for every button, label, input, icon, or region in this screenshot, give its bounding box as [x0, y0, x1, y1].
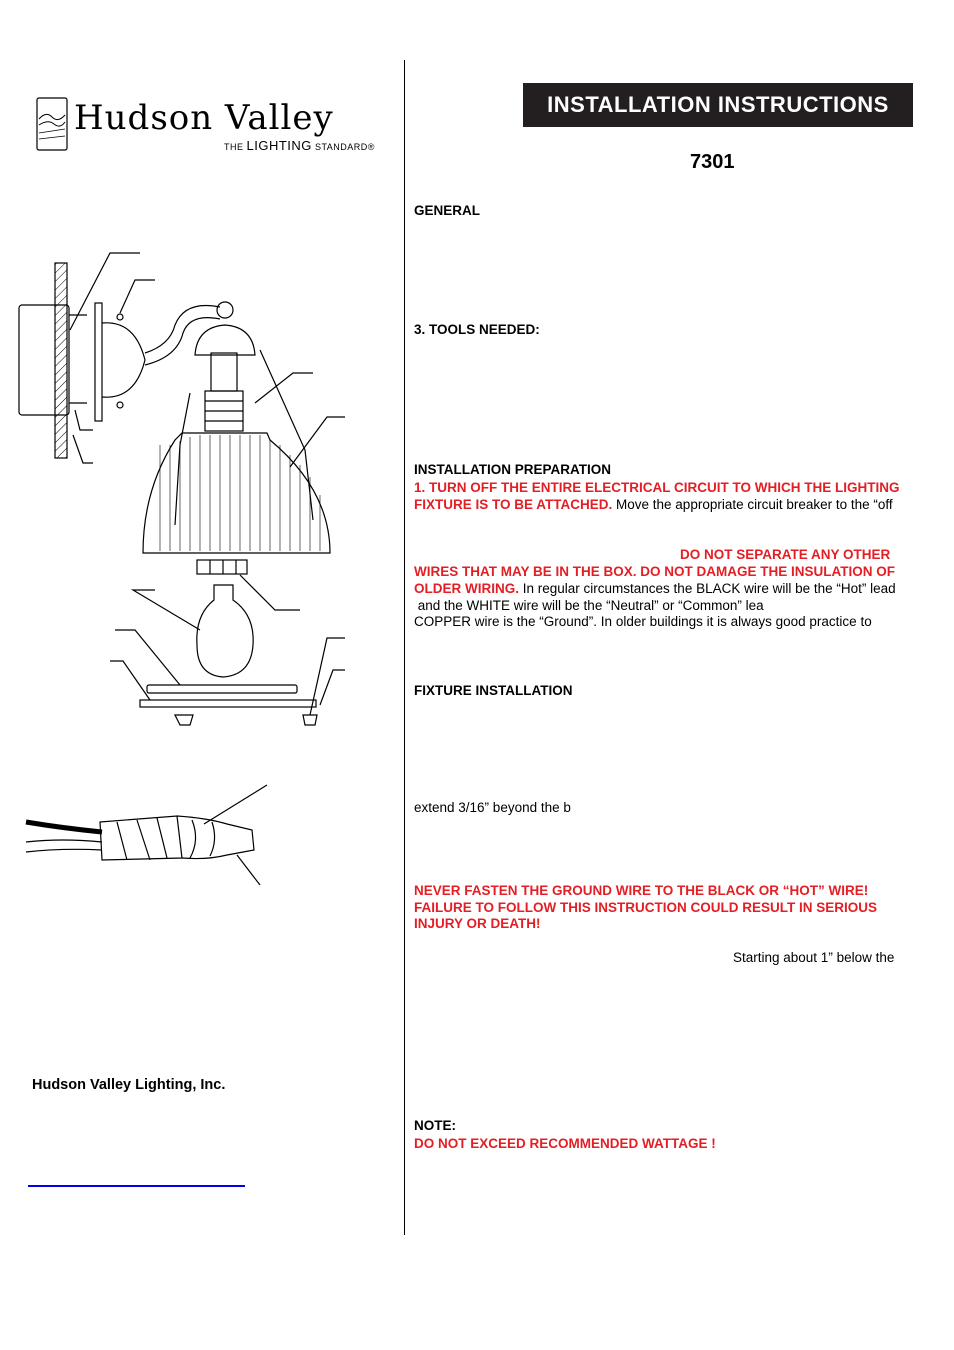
fixture-diagram	[15, 245, 360, 745]
prep-warning-line-1: 1. TURN OFF THE ENTIRE ELECTRICAL CIRCUIT TO WHICH THE LIGHTING	[414, 480, 900, 495]
prep-line-5	[414, 580, 896, 597]
heading-prep: INSTALLATION PREPARATION	[414, 462, 611, 477]
prep-text-1: Move the appropriate circuit breaker to the “off	[612, 497, 893, 512]
heading-note: NOTE:	[414, 1118, 456, 1133]
note-warning: DO NOT EXCEED RECOMMENDED WATTAGE !	[414, 1136, 716, 1151]
brand-tagline	[224, 138, 375, 153]
heading-general: GENERAL	[414, 203, 481, 218]
fixture-text-1: extend 3/16” beyond the b	[414, 800, 571, 815]
fixture-warning-2: FAILURE TO FOLLOW THIS INSTRUCTION COULD RESULT IN SERIOUS	[414, 900, 877, 915]
prep-line-2	[414, 496, 893, 513]
prep-text-2: In regular circumstances the BLACK wire will be the “Hot” lead	[519, 581, 896, 596]
heading-tools: 3. TOOLS NEEDED:	[414, 322, 540, 337]
page-title: INSTALLATION INSTRUCTIONS	[523, 83, 913, 127]
brand-name: Hudson Valley	[74, 98, 334, 138]
model-number: 7301	[690, 151, 735, 173]
prep-warning-line-4: WIRES THAT MAY BE IN THE BOX. DO NOT DAMAGE THE INSULATION OF	[414, 564, 896, 579]
prep-warning-line-3: DO NOT SEPARATE ANY OTHER	[680, 547, 891, 562]
fixture-warning-3: INJURY OR DEATH!	[414, 916, 541, 931]
logo-mark	[36, 97, 68, 151]
tagline-main: LIGHTING	[246, 138, 312, 153]
wire-connector-diagram	[22, 780, 272, 890]
tagline-suffix: STANDARD®	[314, 142, 375, 152]
prep-text-4: COPPER wire is the “Ground”. In older buildings it is always good practice to	[414, 614, 872, 629]
tagline-prefix: THE	[224, 142, 244, 152]
prep-text-3: and the WHITE wire will be the “Neutral” or “Common” lea	[414, 598, 764, 613]
fixture-warning-1: NEVER FASTEN THE GROUND WIRE TO THE BLACK OR “HOT” WIRE!	[414, 883, 869, 898]
website-link-underline[interactable]	[28, 1185, 245, 1187]
company-name: Hudson Valley Lighting, Inc.	[32, 1077, 226, 1093]
heading-fixture: FIXTURE INSTALLATION	[414, 683, 573, 698]
fixture-text-2: Starting about 1” below the	[733, 950, 895, 965]
prep-warning-line-2: FIXTURE IS TO BE ATTACHED.	[414, 497, 613, 512]
column-divider	[404, 60, 405, 1235]
prep-warning-line-5: OLDER WIRING.	[414, 581, 519, 596]
